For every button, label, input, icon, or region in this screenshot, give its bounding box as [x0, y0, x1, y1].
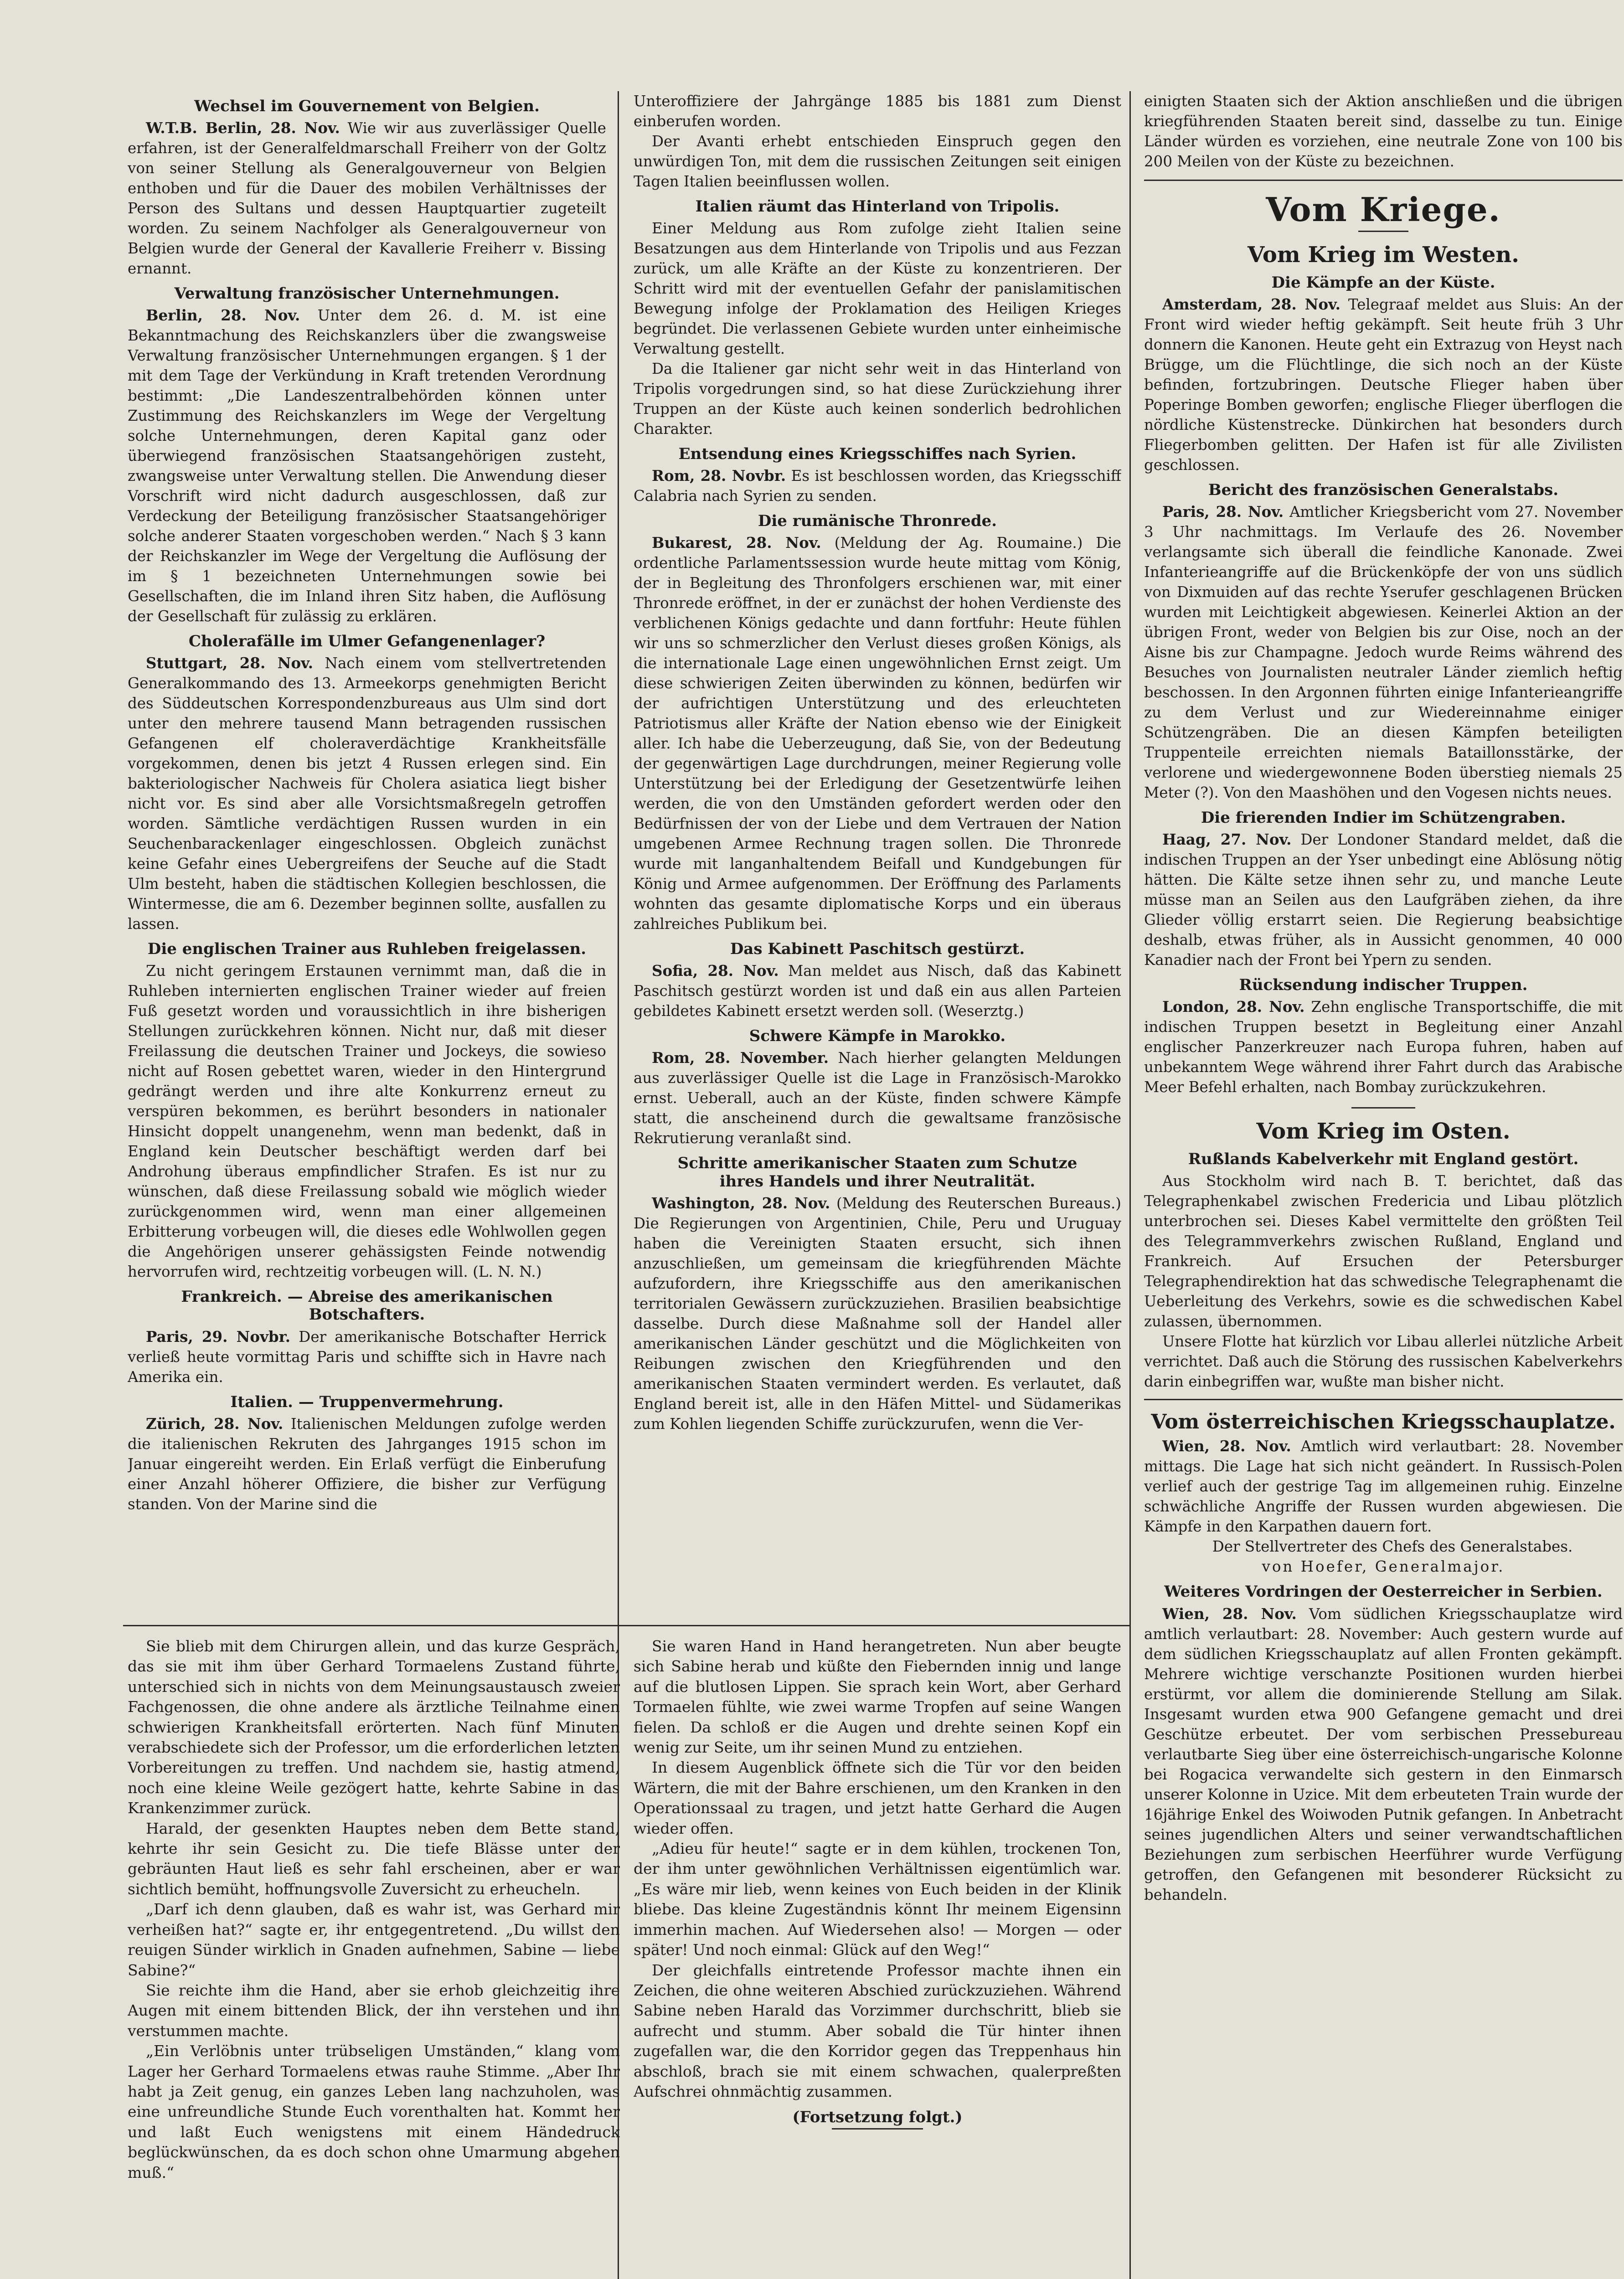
article-text: (Meldung der Ag. Roumaine.) Die ordentliche Parlamentssession wurde heute mittag vom König, der in Begleitung des Thronfolgers erschienen war, mit einer Thronrede eröffnet, in der er zunächst der hohen Verdienste des verblichenen Königs gedachte und dann fortfuhr: Heute fühlen wir uns so schmerzlicher den Verlust dieses großen Königs, als die internationale Lage einen ungewöhnlichen Ernst zeigt. Um diese schwierigen Zeiten überwinden zu können, bedürfen wir der aufrichtigen Unterstützung und des erleuchteten Patriotismus aller Kräfte der Nation ebenso wie der Einigkeit aller. Ich habe die Ueberzeugung, daß Sie, von der Bedeutung der gegenwärtigen Lage durchdrungen, meiner Regierung volle Unterstützung bei der Erledigung der Gesetzentwürfe leihen werden, die von den Umständen gefordert werden oder den Bedürfnissen der von der Liebe und dem Vertrauen der Nation umgebenen Armee Rechnung tragen sollen. Die Thronrede wurde mit langanhaltendem Beifall und Kundgebungen für König und Armee aufgenommen. Der Eröffnung des Parlaments wohnten das gesamte diplomatische Korps und ein überaus zahlreiches Publikum bei.	[634, 534, 1121, 933]
headline: Frankreich. — Abreise des amerikanischen Botschafters.	[181, 1288, 553, 1324]
article-text: Der Londoner Standard meldet, daß die indischen Truppen an der Yser unbedingt eine Ablösung nötig hätten. Die Kälte setze ihnen sehr zu, und manche Leute müsse man an Seilen aus den Laufgräben ziehen, da ihre Glieder völlig erstarrt seien. Die Regierung beabsichtige deshalb, etwas früher, als in Aussicht genommen, 40 000 Kanadier nach der Front bei Ypern zu senden.	[1144, 831, 1623, 969]
article-text: Einer Meldung aus Rom zufolge zieht Italien seine Besatzungen aus dem Hinterlande von Tripolis und aus Fezzan zurück, um alle Kräfte an der Küste zu konzentrieren. Der Schritt wird mit der eventuellen Gefahr der panislamitischen Bewegung infolge der Proklamation des Heiligen Krieges begründet. Die verlassenen Gebiete wurden unter einheimische Verwaltung gestellt.	[634, 220, 1121, 358]
article-text: Unter dem 26. d. M. ist eine Bekanntmachung des Reichskanzlers über die zwangsweise Verwaltung französischer Unternehmungen ergangen. § 1 der mit dem Tage der Verkündung in Kraft tretenden Verordnung bestimmt: „Die Landeszentralbehörden können unter Zustimmung des Reichskanzlers im Wege der Vergeltung solche Unternehmungen, deren Kapital ganz oder überwiegend französischen Staatsangehörigen zusteht, zwangsweise unter Verwaltung stellen. Die Anwendung dieser Vorschrift wird nicht dadurch ausgeschlossen, daß zur Verdeckung der Beteiligung französischer Staatsangehöriger solche anderer Staaten vorgeschoben werden.“ Nach § 3 kann der Reichskanzler im Wege der Vergeltung die Auflösung der im § 1 bezeichneten Unternehmungen sowie bei Gesellschaften, die im Inland ihren Sitz haben, die Auflösung der Gesellschaft für zulässig zu erklären.	[128, 307, 606, 625]
story-text: In diesem Augenblick öffnete sich die Tür vor den beiden Wärtern, die mit der Bahre erschienen, um den Kranken in den Operationssaal zu tragen, und jetzt hatte Gerhard die Augen wieder offen.	[634, 1758, 1121, 1837]
continuation-note: (Fortsetzung folgt.)	[792, 2108, 963, 2127]
article-text: Amtlicher Kriegsbericht vom 27. November 3 Uhr nachmittags. Im Verlaufe des 26. November verlangsamte sich überall die feindliche Kanonade. Zwei Infanterieangriffe auf die Brückenköpfe der von uns südlich von Dixmuiden auf das rechte Yserufer geschlagenen Brücken wurden mit Leichtigkeit abgewiesen. Keinerlei Aktion an der übrigen Front, weder von Belgien bis zur Oise, noch an der Aisne bis zur Champagne. Jedoch wurde Reims während des Besuches von Journalisten neutraler Länder ziemlich heftig beschossen. In den Argonnen führten einige Infanterieangriffe zu dem Verlust und zur Wiedereinnahme einiger Schützengräben. Die an diesen Kämpfen beteiligten Truppenteile erreichten niemals Bataillonsstärke, der verlorene und wiedergewonnene Boden überstieg niemals 25 Meter (?). Von den Maashöhen und den Vogesen nichts neues.	[1144, 503, 1623, 802]
article-text: Italienischen Meldungen zufolge werden die italienischen Rekruten des Jahrganges 1915 schon im Januar eingereiht werden. Ein Erlaß verfügt die Einberufung einer Anzahl höherer Offiziere, die bisher zur Verfügung standen. Von der Marine sind die	[128, 1415, 606, 1513]
article-text: Wie wir aus zuverlässiger Quelle erfahren, ist der Generalfeldmarschall Freiherr von der Goltz von seiner Stellung als Generalgouverneur von Belgien enthoben und für die Dauer des mobilen Verhältnisses der Person des Sultans und dessen Hauptquartier zugeteilt worden. Zu seinem Nachfolger als Generalgouverneur von Belgien wurde der General der Kavallerie Freiherr v. Bissing ernannt.	[128, 119, 606, 278]
story-text: Sie reichte ihm die Hand, aber sie erhob gleichzeitig ihre Augen mit einem bittenden Blick, der ihn verstehen und ihn verstummen machte.	[128, 1981, 620, 2040]
story-text: Sie blieb mit dem Chirurgen allein, und das kurze Gespräch, das sie mit ihm über Gerhard Tormaelens Zustand führte, unterschied sich in nichts von dem Meinungsaustausch zweier Fachgenossen, die ohne andere als ärztliche Teilnahme einen schwierigen Krankheitsfall erörterten. Nach fünf Minuten verabschiedete sich der Professor, um die erforderlichen letzten Vorbereitungen zu treffen. Und nachdem sie, hastig atmend, noch eine kleine Weile gezögert hatte, kehrte Sabine in das Krankenzimmer zurück.	[128, 1637, 620, 1817]
dateline: Bukarest, 28. Nov.	[652, 534, 821, 552]
article-text: Telegraaf meldet aus Sluis: An der Front wird wieder heftig gekämpft. Seit heute früh 3 Uhr donnern die Kanonen. Heute geht ein Extrazug von Heyst nach Brügge, um die Flüchtlinge, die sich noch an der Küste befinden, fortzubringen. Deutsche Flieger haben über Poperinge Bomben geworfen; englische Flieger überflogen die nördliche Küstenstrecke. Dünkirchen hat besonders durch Fliegerbomben gelitten. Der Hafen ist für alle Zivilisten geschlossen.	[1144, 296, 1623, 474]
section-rule	[1144, 1399, 1623, 1400]
headline: Cholerafälle im Ulmer Gefangenenlager?	[188, 632, 546, 651]
dateline: Sofia, 28. Nov.	[652, 962, 779, 980]
story-text: Der gleichfalls eintretende Professor machte ihnen ein Zeichen, die ohne weiteren Abschied zurückzuziehen. Während Sabine neben Harald das Vorzimmer durchschritt, blieb sie aufrecht und stumm. Aber sobald die Tür hinter ihnen zugefallen war, die den Korridor gegen das Treppenhaus hin abschloß, brach sie mit einem schwachen, qualerpreßten Aufschrei ohnmächtig zusammen.	[634, 1961, 1121, 2100]
dateline: Wien, 28. Nov.	[1162, 1437, 1291, 1455]
headline: Wechsel im Gouvernement von Belgien.	[194, 97, 540, 115]
feuilleton-column-1	[128, 1636, 620, 2274]
feuilleton-rule	[123, 1625, 1130, 1626]
section-title: Vom Kriege.	[1266, 190, 1501, 229]
section-heading: Vom österreichischen Kriegsschauplatze.	[1151, 1410, 1616, 1434]
article-text: Nach hierher gelangten Meldungen aus zuverlässiger Quelle ist die Lage in Französisch-Marokko ernst. Ueberall, auch an der Küste, finden schwere Kämpfe statt, die anscheinend durch die gewaltsame französische Rekrutierung veranlaßt sind.	[634, 1049, 1121, 1147]
article-text: Der Avanti erhebt entschieden Einspruch gegen den unwürdigen Ton, mit dem die russischen Zeitungen seit einigen Tagen Italien beeinflussen wollen.	[634, 133, 1121, 190]
article-text: Da die Italiener gar nicht sehr weit in das Hinterland von Tripolis vorgedrungen sind, so hat diese Zurückziehung ihrer Truppen an der Küste auch keinen sonderlich bedrohlichen Charakter.	[634, 360, 1121, 438]
headline: Bericht des französischen Generalstabs.	[1208, 481, 1559, 500]
dateline: Paris, 29. Novbr.	[146, 1327, 291, 1346]
dateline: Wien, 28. Nov.	[1162, 1604, 1297, 1623]
dateline: Haag, 27. Nov.	[1162, 830, 1292, 849]
headline: Schwere Kämpfe in Marokko.	[749, 1027, 1006, 1046]
article-text: Amtlich wird verlautbart: 28. November mittags. Die Lage hat sich nicht geändert. In Russisch-Polen verlief auch der gestrige Tag im allgemeinen ruhig. Einzelne schwächliche Angriffe der Russen wurden abgewiesen. Die Kämpfe in den Karpathen dauern fort.	[1144, 1438, 1623, 1536]
headline: Rußlands Kabelverkehr mit England gestört.	[1188, 1150, 1579, 1169]
headline: Italien. — Truppenvermehrung.	[230, 1392, 504, 1411]
story-text: Sie waren Hand in Hand herangetreten. Nun aber beugte sich Sabine herab und küßte den Fiebernden innig und lange auf die blutlosen Lippen. Sie sprach kein Wort, aber Gerhard Tormaelen fühlte, wie zwei warme Tropfen auf seine Wangen fielen. Da schloß er die Augen und drehte seinen Kopf ein wenig zur Seite, um ihr seinen Mund zu entziehen.	[634, 1637, 1121, 1757]
column-1	[128, 91, 606, 1604]
end-rule	[832, 2128, 923, 2129]
article-text: Zu nicht geringem Erstaunen vernimmt man, daß die in Ruhleben internierten englischen Trainer wieder auf freien Fuß gesetzt worden und voraussichtlich in ihre bisherigen Stellungen zurückkehren können. Nicht nur, daß mit dieser Freilassung die deutschen Trainer und Jockeys, die sowieso nicht auf Rosen gebettet waren, wieder in den Hintergrund gedrängt werden und ihre alte Konkurrenz erneut zu verspüren bekommen, es berührt besonders in nationaler Hinsicht doppelt unangenehm, wenn man bedenkt, daß in England kein Deutscher beschäftigt werden darf bei Androhung überaus empfindlicher Strafen. Es ist nur zu wünschen, daß diese Freilassung sobald wie möglich wieder zurückgenommen wird, wenn man einer allgemeinen Erbitterung vorbeugen will, die dieses edle Wohlwollen gegen die Angehörigen unserer gehässigsten Feinde notwendig hervorrufen wird, rechtzeitig vorbeugen will. (L. N. N.)	[128, 962, 606, 1281]
headline: Das Kabinett Paschitsch gestürzt.	[730, 940, 1025, 959]
headline: Die englischen Trainer aus Ruhleben freigelassen.	[147, 940, 587, 959]
dateline: Washington, 28. Nov.	[652, 1194, 830, 1212]
headline: Die Kämpfe an der Küste.	[1271, 273, 1495, 292]
dateline: Rom, 28. Novbr.	[652, 467, 786, 485]
dateline: W.T.B. Berlin, 28. Nov.	[146, 119, 340, 137]
dateline: London, 28. Nov.	[1162, 998, 1305, 1016]
column-2	[634, 91, 1121, 1604]
dateline: Paris, 28. Nov.	[1162, 503, 1284, 521]
article-text: Zehn englische Transportschiffe, die mit indischen Truppen besetzt in Begleitung einer Anzahl englischer Panzerkreuzer nach Europa fuhren, haben auf unbekanntem Wege während ihrer Fahrt durch das Arabische Meer Befehl erhalten, nach Bombay zurückzukehren.	[1144, 998, 1623, 1096]
headline: Weiteres Vordringen der Oesterreicher in Serbien.	[1164, 1583, 1603, 1601]
article-text: Unteroffiziere der Jahrgänge 1885 bis 1881 zum Dienst einberufen worden.	[634, 93, 1121, 130]
story-text: „Darf ich denn glauben, daß es wahr ist, was Gerhard mir verheißen hat?“ sagte er, ihr entgegentretend. „Du willst den reuigen Sünder wirklich in Gnaden aufnehmen, Sabine — liebe Sabine?“	[128, 1900, 620, 1979]
headline: Entsendung eines Kriegsschiffes nach Syrien.	[678, 445, 1077, 464]
dateline: Amsterdam, 28. Nov.	[1162, 295, 1340, 314]
article-text: Der amerikanische Botschafter Herrick verließ heute vormittag Paris und schiffte sich in Havre nach Amerika ein.	[128, 1328, 606, 1386]
headline: ihres Handels und ihrer Neutralität.	[719, 1172, 1036, 1191]
dateline: Zürich, 28. Nov.	[146, 1414, 284, 1433]
headline: Rücksendung indischer Truppen.	[1239, 976, 1528, 995]
title-rule	[1358, 231, 1408, 232]
article-text: Man meldet aus Nisch, daß das Kabinett Paschitsch gestürzt worden ist und daß ein aus allen Parteien gebildetes Kabinett ersetzt werden soll. (Weserztg.)	[634, 962, 1121, 1020]
article-text: Vom südlichen Kriegsschauplatze wird amtlich verlautbart: 28. November: Auch gestern wurde auf dem südlichen Kriegsschauplatz auf allen Fronten gekämpft. Mehrere wichtige verschanzte Positionen wurden hierbei erstürmt, vor allem die dominierende Stellung am Silak. Insgesamt wurden etwa 900 Gefangene gemacht und drei Geschütze erbeutet. Der vom serbischen Pressebureau verlautbarte Sieg über eine österreichisch-ungarische Kolonne bei Rogacica verwandelte sich gestern in den Einmarsch unserer Kolonne in Uzice. Mit dem erbeuteten Train wurde der 16jährige Enkel des Woiwoden Putnik gefangen. In Anbetracht seines jugendlichen Alters und seiner verwandtschaftlichen Beziehungen zum serbischen Heerführer wurde Verfügung getroffen, den Gefangenen mit besonderer Rücksicht zu behandeln.	[1144, 1605, 1623, 1903]
signature-line: von Hoefer, Generalmajor.	[1262, 1558, 1505, 1576]
article-text: Nach einem vom stellvertretenden Generalkommando des 13. Armeekorps genehmigten Bericht des Süddeutschen Korrespondenzbureaus aus Ulm sind dort unter den mehrere tausend Mann betragenden russischen Gefangenen elf choleraverdächtige Krankheitsfälle vorgekommen, denen bis jetzt 4 Russen erlegen sind. Ein bakteriologischer Nachweis für Cholera asiatica liegt bisher nicht vor. Es sind aber alle Vorsichtsmaßregeln getroffen worden. Sämtliche verdächtigen Russen wurden in ein Seuchenbarackenlager eingeschlossen. Obgleich zunächst keine Gefahr eines Uebergreifens der Seuche auf die Stadt Ulm besteht, haben die städtischen Kollegien beschlossen, die Wintermesse, die am 6. Dezember beginnen sollte, ausfallen zu lassen.	[128, 655, 606, 933]
headline: Schritte amerikanischer Staaten zum Schutze	[677, 1154, 1078, 1173]
headline: Italien räumt das Hinterland von Tripolis.	[695, 197, 1060, 216]
section-rule	[1144, 180, 1623, 181]
dateline: Stuttgart, 28. Nov.	[146, 654, 314, 672]
headline: Die frierenden Indier im Schützengraben.	[1201, 809, 1566, 827]
column-rule	[1129, 91, 1131, 2279]
article-text: Der Stellvertreter des Chefs des Generalstabes.	[1212, 1538, 1573, 1556]
headline: Die rumänische Thronrede.	[758, 512, 997, 531]
dateline: Rom, 28. November.	[652, 1049, 829, 1067]
article-text: einigten Staaten sich der Aktion anschließen und die übrigen kriegführenden Staaten bereit sind, dasselbe zu tun. Einige Länder würden es vorziehen, eine neutrale Zone von 100 bis 200 Meilen von der Küste zu bezeichnen.	[1144, 93, 1623, 170]
article-text: Es ist beschlossen worden, das Kriegsschiff Calabria nach Syrien zu senden.	[634, 467, 1121, 505]
dateline: Berlin, 28. Nov.	[146, 306, 300, 325]
headline: Verwaltung französischer Unternehmungen.	[174, 284, 560, 303]
section-rule	[1351, 1107, 1415, 1109]
section-heading: Vom Krieg im Westen.	[1247, 242, 1519, 268]
story-text: Harald, der gesenkten Hauptes neben dem Bette stand, kehrte ihr sein Gesicht zu. Die tiefe Blässe unter der gebräunten Haut ließ es sehr fahl erscheinen, aber er war sichtlich bemüht, hoffnungsvolle Zuversicht zu erheucheln.	[128, 1819, 620, 1898]
column-3	[1144, 91, 1623, 2279]
story-text: „Adieu für heute!“ sagte er in dem kühlen, trockenen Ton, der ihm unter gewöhnlichen Verhältnissen eigentümlich war. „Es wäre mir lieb, wenn keines von Euch beiden in der Klinik bliebe. Das kleine Zugeständnis könnt Ihr meinem Eigensinn immerhin machen. Auf Wiedersehen also! — Morgen — oder später! Und noch einmal: Glück auf den Weg!“	[634, 1840, 1121, 1959]
section-heading: Vom Krieg im Osten.	[1256, 1119, 1511, 1145]
article-text: Aus Stockholm wird nach B. T. berichtet, daß das Telegraphenkabel zwischen Fredericia und Libau plötzlich unterbrochen sei. Dieses Kabel vermittelte den größten Teil des Telegrammverkehrs zwischen Rußland, England und Frankreich. Auf Ersuchen der Petersburger Telegraphendirektion hat das schwedische Telegraphenamt die Ueberleitung des Verkehrs, sowie es die schwedischen Kabel zulassen, übernommen.	[1144, 1172, 1623, 1330]
story-text: „Ein Verlöbnis unter trübseligen Umständen,“ klang vom Lager her Gerhard Tormaelens etwas rauhe Stimme. „Aber Ihr habt ja Zeit genug, ein ganzes Leben lang nachzuholen, was eine unfreundliche Stunde Euch vorenthalten hat. Kommt her und laßt Euch wenigstens mit einem Händedruck beglückwünschen, da es doch schon ohne Umarmung abgehen muß.“	[128, 2042, 620, 2181]
article-text: Unsere Flotte hat kürzlich vor Libau allerlei nützliche Arbeit verrichtet. Daß auch die Störung des russischen Kabelverkehrs darin einbegriffen war, wußte man bisher nicht.	[1144, 1333, 1623, 1391]
feuilleton-column-2	[634, 1636, 1121, 2274]
article-text: (Meldung des Reuterschen Bureaus.) Die Regierungen von Argentinien, Chile, Peru und Uruguay haben die Vereinigten Staaten ersucht, sich ihnen anzuschließen, um gemeinsam die kriegführenden Mächte aufzufordern, ihre Kriegsschiffe aus den amerikanischen territorialen Gewässern zurückzuziehen. Brasilien beabsichtige dasselbe. Durch diese Maßnahme soll der Handel aller amerikanischen Länder geschützt und die Möglichkeiten von Reibungen zwischen den Kriegführenden und den amerikanischen Staaten vermindert werden. Es verlautet, daß England bereit ist, alle in den Häfen Mittel- und Südamerikas zum Kohlen liegenden Schiffe zurückzurufen, wenn die Ver-	[634, 1194, 1121, 1433]
